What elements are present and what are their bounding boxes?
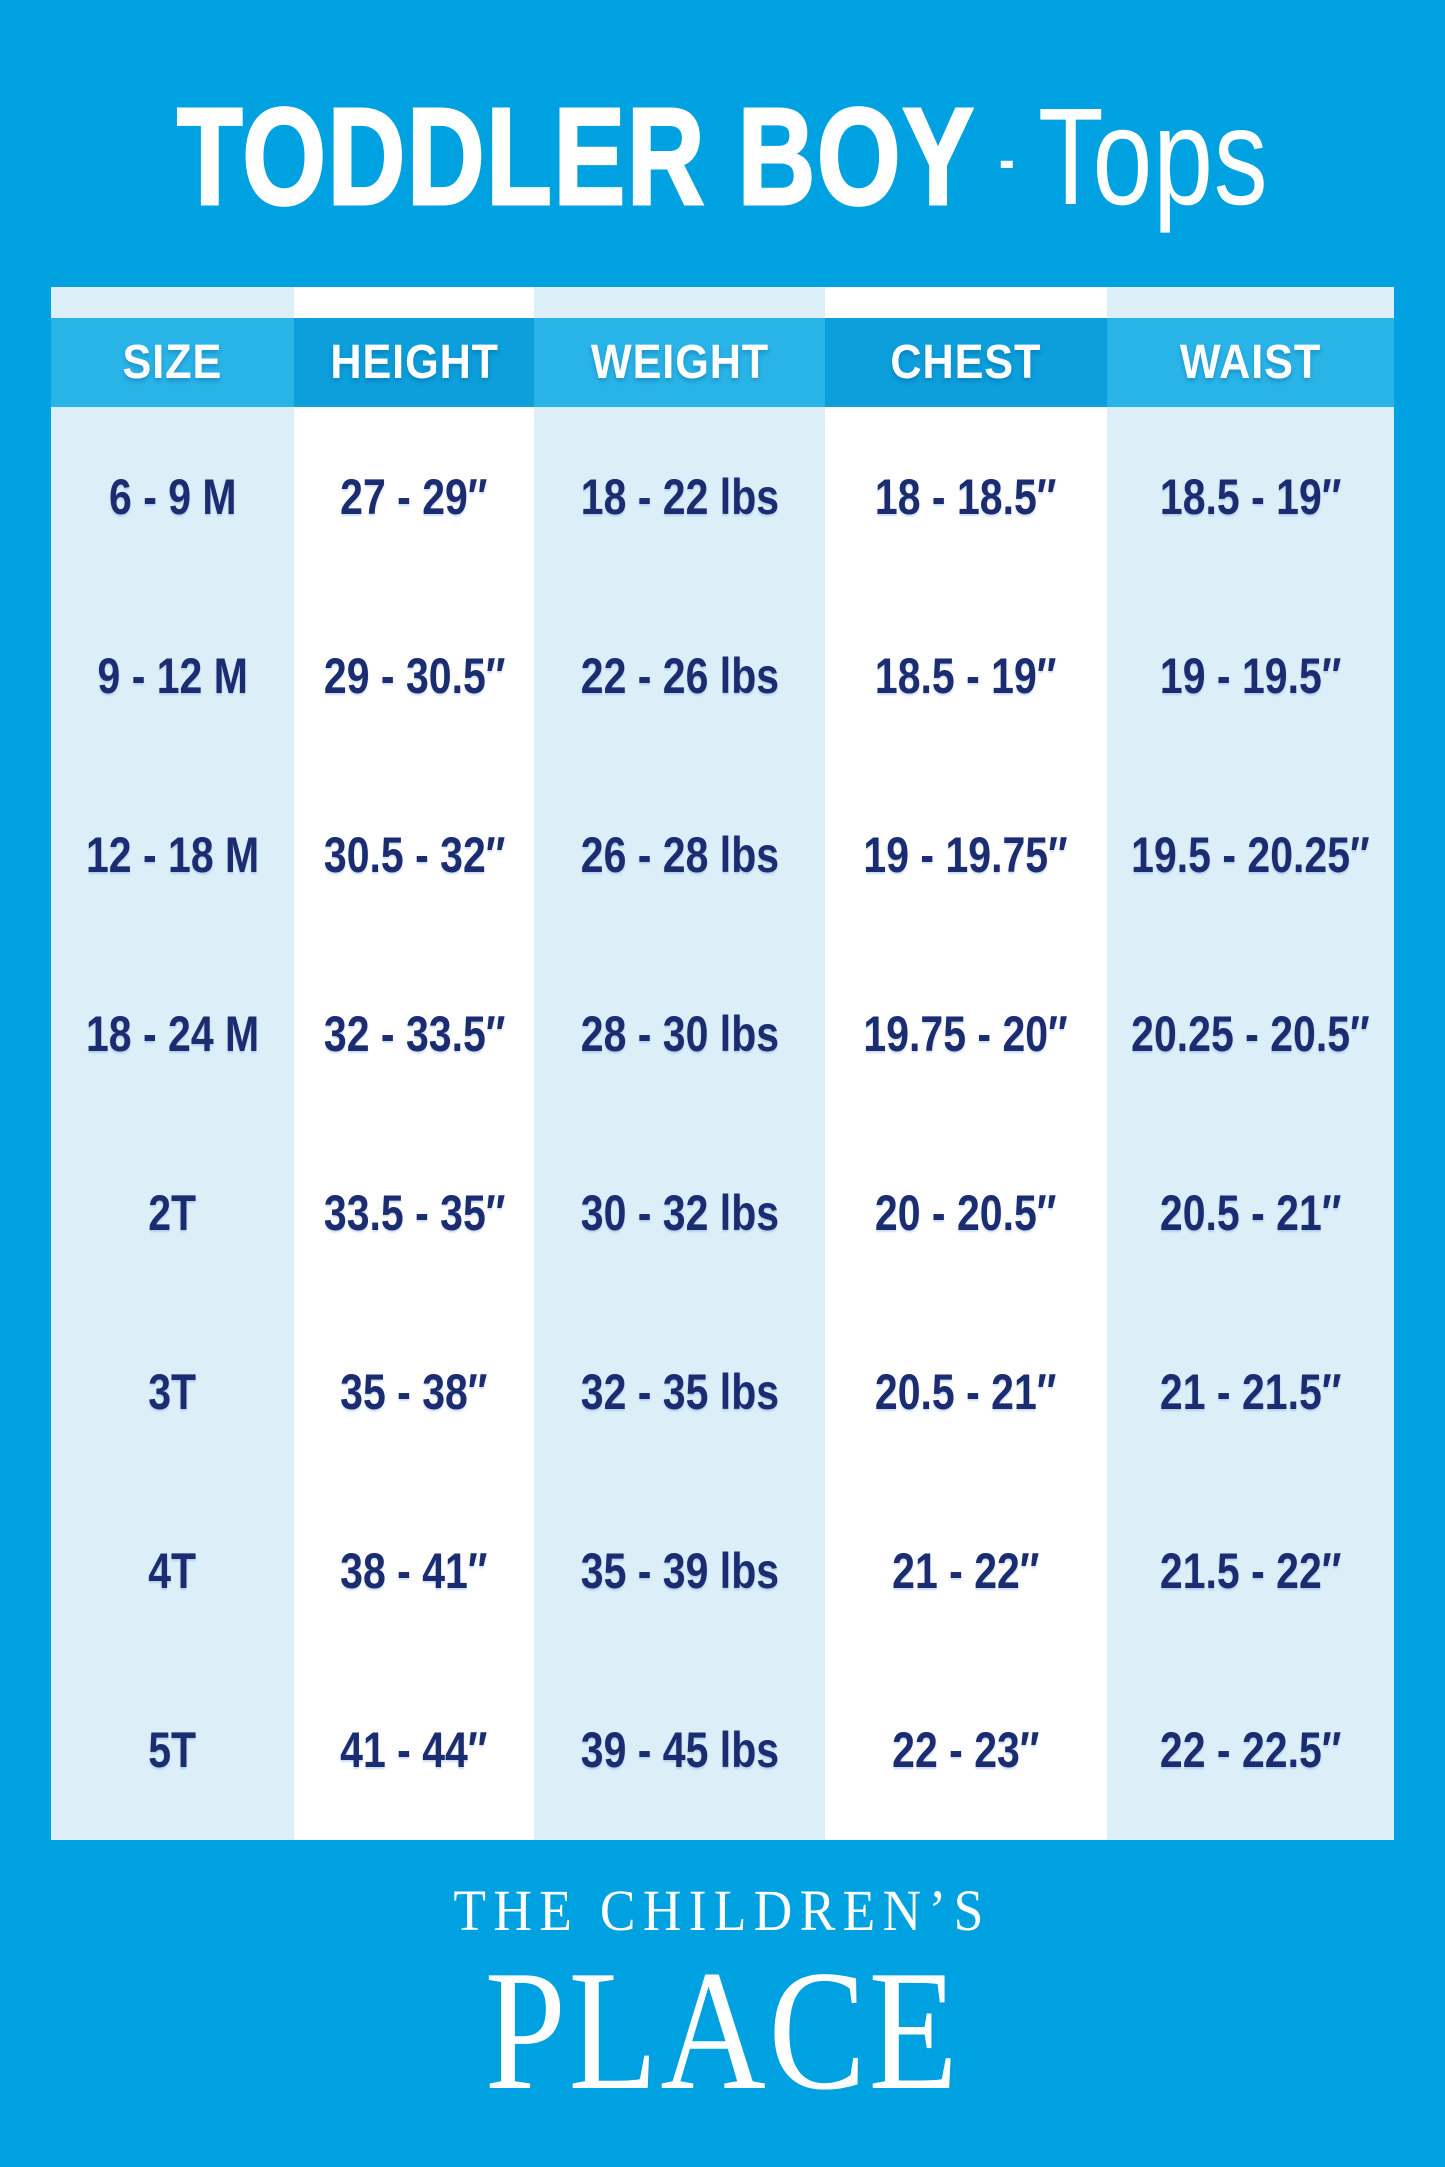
cell-value: 18 - 22 lbs: [580, 468, 779, 525]
cell-value: 30 - 32 lbs: [580, 1185, 779, 1242]
column-header-height: [294, 318, 534, 407]
column-header-label: WEIGHT: [590, 336, 769, 389]
cell-chest: [825, 1124, 1107, 1303]
cell-value: 38 - 41″: [340, 1543, 488, 1600]
brand-name-bottom: PLACE: [484, 1936, 961, 2126]
table-row: [51, 1661, 1394, 1840]
cell-value: 33.5 - 35″: [323, 1185, 506, 1242]
cell-value: 5T: [148, 1722, 197, 1779]
cell-waist: [1107, 1124, 1394, 1303]
column-header-waist: [1107, 318, 1394, 407]
brand-logo: [0, 1878, 1445, 2126]
table-row: [51, 1303, 1394, 1482]
cell-value: 3T: [148, 1364, 197, 1421]
cell-value: 19.5 - 20.25″: [1131, 826, 1370, 883]
cell-chest: [825, 586, 1107, 765]
strip-cell: [1107, 287, 1394, 318]
table-body: [51, 407, 1394, 1840]
table-top-strip: [51, 287, 1394, 318]
cell-chest: [825, 1482, 1107, 1661]
cell-value: 4T: [148, 1543, 197, 1600]
column-header-size: [51, 318, 294, 407]
cell-size: [51, 586, 294, 765]
cell-chest: [825, 407, 1107, 586]
column-header-label: WAIST: [1179, 336, 1321, 389]
table-row: [51, 944, 1394, 1123]
cell-value: 29 - 30.5″: [323, 647, 506, 704]
cell-chest: [825, 944, 1107, 1123]
cell-weight: [534, 1482, 824, 1661]
table-row: [51, 1482, 1394, 1661]
cell-waist: [1107, 1661, 1394, 1840]
cell-chest: [825, 1303, 1107, 1482]
cell-waist: [1107, 944, 1394, 1123]
cell-value: 19 - 19.75″: [863, 826, 1068, 883]
cell-height: [294, 1124, 534, 1303]
cell-waist: [1107, 1303, 1394, 1482]
column-header-weight: [534, 318, 824, 407]
cell-value: 22 - 23″: [891, 1722, 1040, 1779]
cell-value: 35 - 39 lbs: [580, 1543, 779, 1600]
size-chart-table: [51, 287, 1394, 1840]
table-row: [51, 1124, 1394, 1303]
cell-value: 32 - 35 lbs: [580, 1364, 779, 1421]
table-header-row: [51, 318, 1394, 407]
table-row: [51, 765, 1394, 944]
cell-height: [294, 407, 534, 586]
cell-size: [51, 944, 294, 1123]
cell-value: 18.5 - 19″: [1159, 468, 1342, 525]
cell-size: [51, 765, 294, 944]
cell-weight: [534, 944, 824, 1123]
strip-cell: [51, 287, 294, 318]
cell-waist: [1107, 586, 1394, 765]
cell-value: 39 - 45 lbs: [580, 1722, 779, 1779]
table-row: [51, 407, 1394, 586]
cell-weight: [534, 765, 824, 944]
cell-value: 30.5 - 32″: [323, 826, 506, 883]
cell-value: 21.5 - 22″: [1159, 1543, 1342, 1600]
cell-value: 18 - 24 M: [85, 1005, 260, 1062]
strip-cell: [534, 287, 824, 318]
cell-value: 26 - 28 lbs: [580, 826, 779, 883]
cell-waist: [1107, 407, 1394, 586]
table-row: [51, 586, 1394, 765]
strip-cell: [294, 287, 534, 318]
cell-waist: [1107, 765, 1394, 944]
cell-value: 32 - 33.5″: [323, 1005, 506, 1062]
cell-value: 41 - 44″: [340, 1722, 488, 1779]
cell-value: 6 - 9 M: [108, 468, 237, 525]
cell-value: 27 - 29″: [340, 468, 488, 525]
cell-size: [51, 407, 294, 586]
cell-height: [294, 586, 534, 765]
cell-weight: [534, 586, 824, 765]
brand-name-top: THE CHILDREN’S: [453, 1878, 992, 1943]
cell-value: 20.5 - 21″: [874, 1364, 1057, 1421]
cell-value: 18.5 - 19″: [874, 647, 1057, 704]
cell-height: [294, 1303, 534, 1482]
title-category: TODDLER BOY: [176, 80, 976, 234]
cell-value: 19 - 19.5″: [1159, 647, 1342, 704]
cell-value: 20.5 - 21″: [1159, 1185, 1342, 1242]
cell-value: 20 - 20.5″: [874, 1185, 1057, 1242]
cell-size: [51, 1482, 294, 1661]
cell-height: [294, 765, 534, 944]
cell-waist: [1107, 1482, 1394, 1661]
title-subcategory: Tops: [1037, 80, 1269, 234]
cell-weight: [534, 407, 824, 586]
cell-value: 20.25 - 20.5″: [1131, 1005, 1370, 1062]
cell-chest: [825, 765, 1107, 944]
cell-weight: [534, 1303, 824, 1482]
column-header-label: HEIGHT: [329, 336, 499, 389]
cell-size: [51, 1661, 294, 1840]
column-header-label: SIZE: [122, 336, 223, 389]
cell-size: [51, 1303, 294, 1482]
cell-value: 9 - 12 M: [97, 647, 248, 704]
column-header-label: CHEST: [890, 336, 1042, 389]
column-header-chest: [825, 318, 1107, 407]
cell-value: 22 - 26 lbs: [580, 647, 779, 704]
cell-value: 2T: [148, 1185, 197, 1242]
page-title: [0, 80, 1445, 234]
cell-chest: [825, 1661, 1107, 1840]
cell-weight: [534, 1124, 824, 1303]
cell-height: [294, 1482, 534, 1661]
cell-value: 21 - 21.5″: [1159, 1364, 1342, 1421]
strip-cell: [825, 287, 1107, 318]
title-dash: -: [998, 126, 1015, 193]
cell-height: [294, 1661, 534, 1840]
cell-value: 19.75 - 20″: [863, 1005, 1068, 1062]
cell-weight: [534, 1661, 824, 1840]
cell-value: 35 - 38″: [340, 1364, 488, 1421]
cell-value: 18 - 18.5″: [874, 468, 1057, 525]
cell-value: 21 - 22″: [891, 1543, 1040, 1600]
cell-height: [294, 944, 534, 1123]
cell-value: 22 - 22.5″: [1159, 1722, 1342, 1779]
cell-size: [51, 1124, 294, 1303]
cell-value: 28 - 30 lbs: [580, 1005, 779, 1062]
cell-value: 12 - 18 M: [85, 826, 260, 883]
